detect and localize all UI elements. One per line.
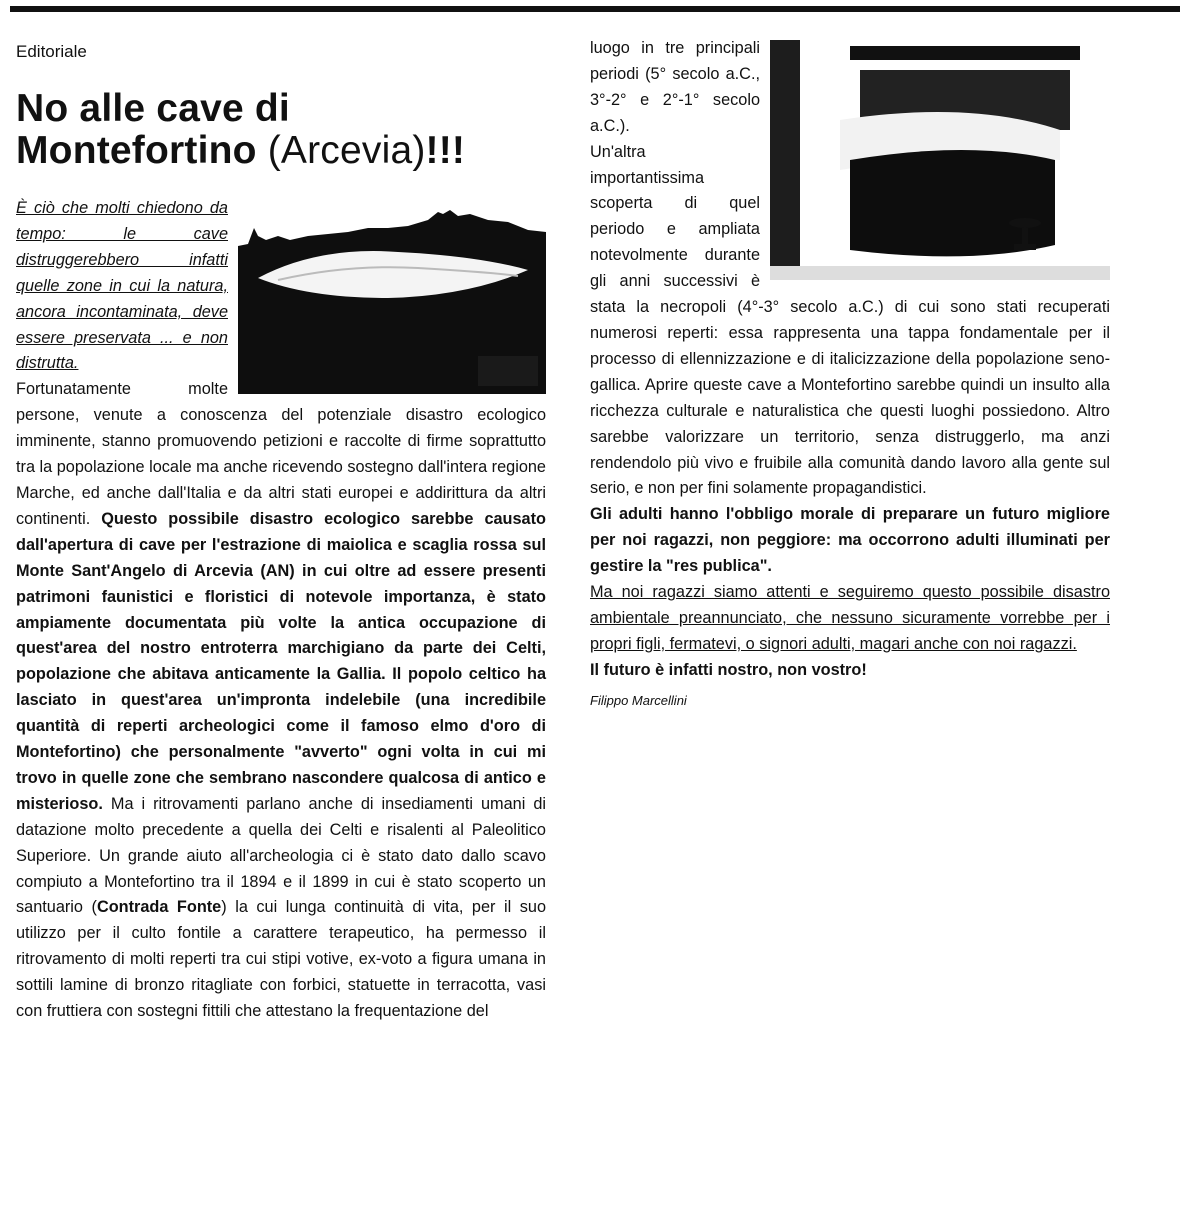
headline-line2: Montefortino: [16, 129, 257, 172]
landscape-photo: [238, 206, 546, 394]
landscape-photo-image: [238, 206, 546, 394]
body-paragraph-underlined: Ma noi ragazzi siamo attenti e seguiremo questo possibile disastro ambientale preannunciato, che nessuno sicuramente vorrebbe per i propri figli, fermatevi, o signori adulti, magari anche con noi ragazzi.: [590, 583, 1110, 653]
headline: [16, 88, 576, 172]
body-text-d: Ma i ritrovamenti parlano anche di insediamenti umani di datazione molto precedente a quella dei Celti e risalenti al Paleolitico Superiore. Un grande aiuto all'archeologia ci è stato dato dallo scavo compiuto a Montefortino tra il 1894 e il 1899 in cui è stato scoperto un santuario (: [16, 794, 546, 917]
intro-paragraph: È ciò che molti chiedono da tempo: le cave distruggerebbero infatti quelle zone in cui la natura, ancora incontaminata, deve essere preservata ... e non distrutta.: [16, 199, 228, 373]
author-signature: Filippo Marcellini: [590, 692, 687, 708]
article-column-right: [590, 36, 1110, 714]
body-text-bold: Questo possibile disastro ecologico sarebbe causato dall'apertura di cave per l'estrazione di maiolica e scaglia rossa sul Monte Sant'Angelo di Arcevia (AN) in cui oltre ad essere presenti patrimoni faunistici e floristici di notevole importanza, è stato ampiamente documentata più volte la antica occupazione di quest'area del nostro entroterra marchigiano da parte dei Celti, popolazione che abitava anticamente la Gallia.: [16, 509, 546, 684]
body-paragraph-2: luogo in tre principali periodi (5° secolo a.C., 3°-2° e 2°-1° secolo a.C.).: [590, 39, 760, 135]
closing-line: Il futuro è infatti nostro, non vostro!: [590, 660, 867, 679]
artifact-photo-image: [770, 40, 1110, 280]
headline-exclamation: !!!: [425, 129, 466, 172]
section-label: Editoriale: [16, 42, 87, 61]
artifact-photo: [770, 40, 1110, 280]
body-text-a: Fortunatamente molte persone, venute a conoscenza del potenziale disastro ecologico imminente, stanno promuovendo petizioni e raccolte di firme soprattutto tra la popolazione locale ma anche ricevendo sostegno dall'intera regione Marche, ed anche dall'Italia e da altri stati europei e addirittura da altri continenti.: [16, 380, 546, 528]
body-paragraph-3: Un'altra importantissima scoperta di quel periodo e ampliata notevolmente durante gli anni successivi è stata la necropoli (4°-3° secolo a.C.) di cui sono stati recuperati numerosi reperti: essa rappresenta una tappa fondamentale per il processo di ellennizzazione e di italicizzazione della popolazione seno-gallica. Aprire queste cave a Montefortino sarebbe quindi un insulto alla ricchezza culturale e naturalistica che questi luoghi possiedono. Altro sarebbe valorizzare un territorio, senza distruggerlo, ma anzi rendendolo più vivo e fruibile alla comunità dando lavoro alla gente sul serio, e non per fini solamente propagandistici.: [590, 142, 1110, 498]
article-column-left: [16, 196, 546, 1025]
body-text-f: ) la cui lunga continuità di vita, per il suo utilizzo per il culto fontile a carattere terapeutico, ha permesso il ritrovamento di molti reperti tra cui stipi votive, ex-voto a figura umana in sottili lamine di bronzo ritagliate con forbici, statuette in terracotta, vasi con fruttiera con sostegni fittili che attestano la frequentazione del: [16, 898, 546, 1021]
top-rule: [10, 6, 1180, 12]
headline-location: (Arcevia): [267, 129, 426, 172]
body-text-contrada: Contrada Fonte: [96, 898, 222, 917]
body-text-bold-2: Il popolo celtico ha lasciato in quest'area un'impronta indelebile (una incredibile quantità di reperti archeologici come il famoso elmo d'oro di Montefortino) che personalmente "avverto" ogni volta in cui mi trovo in quelle zone che sembrano nascondere qualcosa di antico e misterioso.: [16, 665, 546, 813]
body-paragraph-1: [16, 377, 546, 1025]
body-paragraph-bold: Gli adulti hanno l'obbligo morale di preparare un futuro migliore per noi ragazzi, non peggiore: ma occorrono adulti illuminati per gestire la "res publica".: [590, 505, 1110, 576]
headline-line1: No alle cave di: [16, 87, 290, 130]
